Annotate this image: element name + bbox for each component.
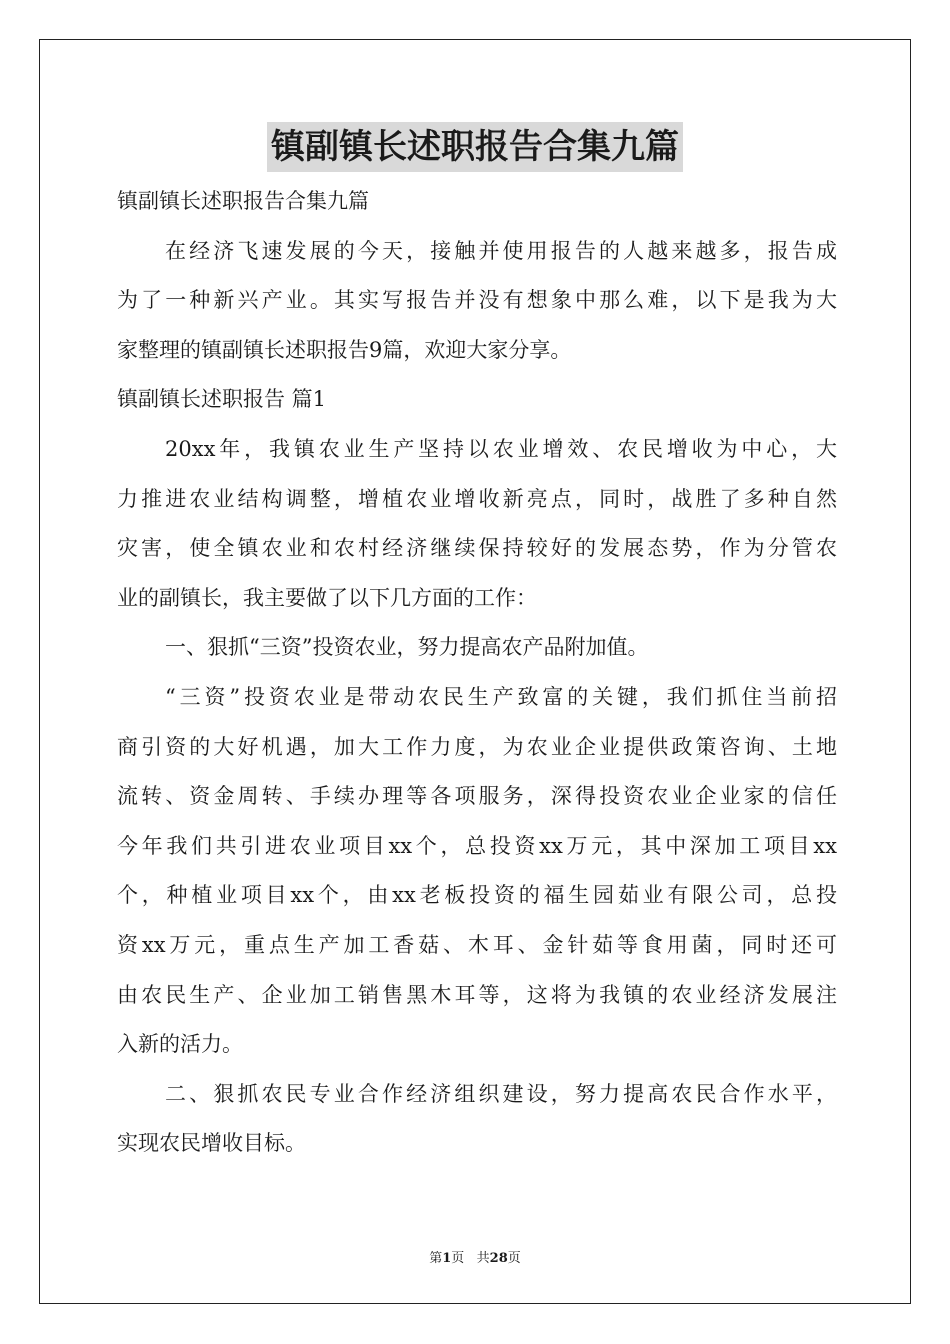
current-page-number: 1 [442, 1251, 452, 1266]
paragraph-line: 入新的活力。 [117, 1032, 243, 1057]
paragraph-line: 二、狠抓农民专业合作经济组织建设，努力提高农民合作水平， [165, 1081, 837, 1106]
paragraph-line: 流转、资金周转、手续办理等各项服务，深得投资农业企业家的信任 [117, 784, 837, 809]
paragraph-line: 力推进农业结构调整，增植农业增收新亮点，同时，战胜了多种自然 [117, 486, 837, 511]
footer-prefix: 第 [429, 1251, 443, 1266]
paragraph-line: 个，种植业项目xx个，由xx老板投资的福生园茹业有限公司，总投 [117, 883, 837, 908]
document-body [117, 177, 837, 1169]
footer-mid: 页 共 [451, 1251, 490, 1266]
paragraph-line: 实现农民增收目标。 [117, 1131, 306, 1156]
paragraph-line: 商引资的大好机遇，加大工作力度，为农业企业提供政策咨询、土地 [117, 734, 837, 759]
paragraph-line: 20xx年，我镇农业生产坚持以农业增效、农民增收为中心，大 [165, 436, 837, 461]
paragraph-line: 由农民生产、企业加工销售黑木耳等，这将为我镇的农业经济发展注 [117, 982, 837, 1007]
paragraph-line: 业的副镇长，我主要做了以下几方面的工作： [117, 585, 537, 610]
title-wrap [0, 122, 950, 172]
document-title: 镇副镇长述职报告合集九篇 [267, 122, 683, 172]
page-footer [0, 1247, 950, 1266]
paragraph-line: 为了一种新兴产业。其实写报告并没有想象中那么难，以下是我为大 [117, 288, 837, 313]
paragraph-line: “三资”投资农业是带动农民生产致富的关键，我们抓住当前招 [165, 684, 837, 709]
paragraph-line: 一、狠抓“三资”投资农业，努力提高农产品附加值。 [165, 635, 649, 660]
paragraph-line: 灾害，使全镇农业和农村经济继续保持较好的发展态势，作为分管农 [117, 536, 837, 561]
section-heading: 镇副镇长述职报告 篇1 [117, 387, 327, 412]
paragraph-line: 今年我们共引进农业项目xx个，总投资xx万元，其中深加工项目xx [117, 833, 837, 858]
paragraph-line: 在经济飞速发展的今天，接触并使用报告的人越来越多，报告成 [165, 238, 837, 263]
paragraph-line: 家整理的镇副镇长述职报告9篇，欢迎大家分享。 [117, 337, 572, 362]
subtitle-line: 镇副镇长述职报告合集九篇 [117, 189, 369, 213]
footer-suffix: 页 [507, 1251, 521, 1266]
total-page-count: 28 [489, 1251, 508, 1266]
paragraph-line: 资xx万元，重点生产加工香菇、木耳、金针茹等食用菌，同时还可 [117, 932, 837, 957]
